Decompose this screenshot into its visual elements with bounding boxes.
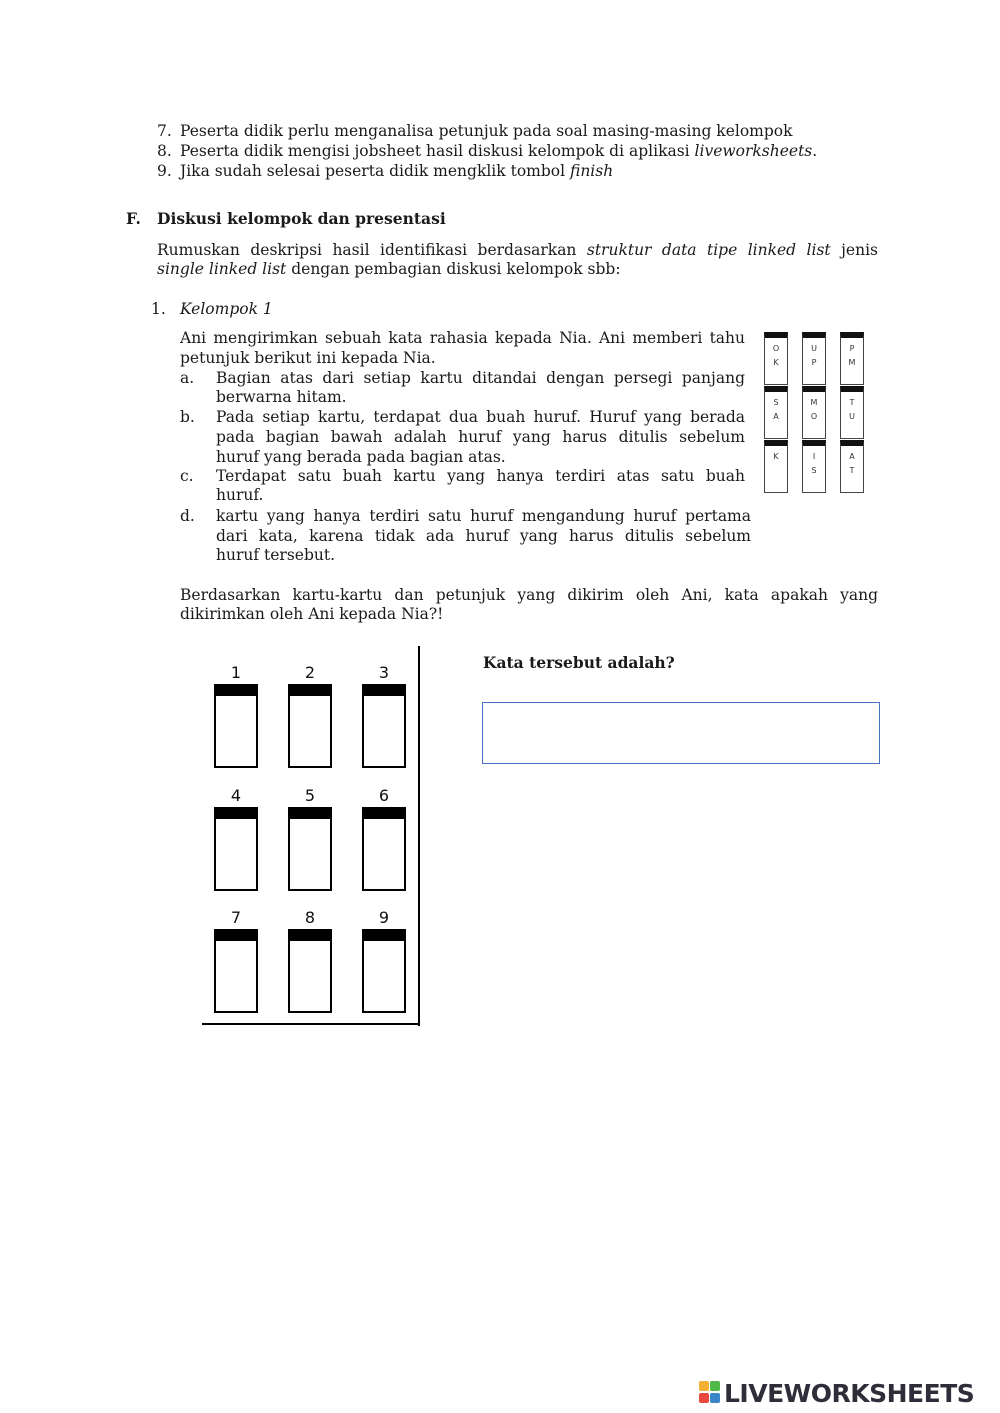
section-intro-text: Rumuskan deskripsi hasil identifikasi berdasarkan xyxy=(157,241,587,259)
card-number: 1 xyxy=(230,663,242,682)
hint-c-line-1: Terdapat satu buah kartu yang hanya terdiri atas satu buah xyxy=(216,467,745,485)
instruction-8-num: 8. xyxy=(157,142,172,160)
hint-a-label: a. xyxy=(180,369,195,387)
hint-card xyxy=(764,440,788,493)
card-number: 7 xyxy=(230,908,242,927)
instruction-8-italic: liveworksheets xyxy=(694,142,813,160)
answer-prompt: Kata tersebut adalah? xyxy=(483,653,675,672)
question-line-1: Berdasarkan kartu-kartu dan petunjuk yang dikirim oleh Ani, kata apakah yang xyxy=(180,586,878,604)
instruction-8-text: Peserta didik mengisi jobsheet hasil diskusi kelompok di aplikasi xyxy=(180,142,695,160)
hint-card xyxy=(840,440,864,493)
answer-card-7[interactable] xyxy=(214,929,258,1013)
hint-card-bottom-letter: A xyxy=(773,412,779,421)
answer-card-4[interactable] xyxy=(214,807,258,891)
card-number: 2 xyxy=(304,663,316,682)
hint-card-top-letter: O xyxy=(772,344,780,353)
hint-card xyxy=(764,386,788,439)
instruction-7 xyxy=(157,121,793,141)
card-number: 3 xyxy=(378,663,390,682)
hint-card-top-letter: A xyxy=(849,452,855,461)
hint-card xyxy=(802,386,826,439)
answer-card-5[interactable] xyxy=(288,807,332,891)
instruction-9-num: 9. xyxy=(157,162,172,180)
instruction-9 xyxy=(157,161,614,181)
hint-card-top-letter: I xyxy=(812,452,816,461)
hint-card-top-letter: U xyxy=(811,344,817,353)
story-line-2: petunjuk berikut ini kepada Nia. xyxy=(180,349,436,367)
hint-card-bottom-letter: T xyxy=(849,466,855,475)
answer-card-9[interactable] xyxy=(362,929,406,1013)
liveworksheets-logo xyxy=(699,1378,974,1408)
card-number: 8 xyxy=(304,908,316,927)
hint-card xyxy=(802,332,826,385)
frame-right-border xyxy=(418,646,420,1026)
card-number: 4 xyxy=(230,786,242,805)
hint-card-top-letter: S xyxy=(773,398,779,407)
section-intro-line1 xyxy=(157,240,878,260)
section-intro-italic-2: single linked list xyxy=(157,260,287,278)
hint-card-bottom-letter: M xyxy=(848,358,856,367)
hint-card-top-letter: T xyxy=(849,398,855,407)
instruction-9-italic: finish xyxy=(569,162,614,180)
group-num: 1. xyxy=(151,300,166,318)
instruction-8 xyxy=(157,141,818,161)
hint-b-line-1: Pada setiap kartu, terdapat dua buah huruf. Huruf yang berada xyxy=(216,408,745,426)
group-name: Kelompok 1 xyxy=(180,300,273,318)
logo-icon xyxy=(699,1381,721,1405)
answer-card-2[interactable] xyxy=(288,684,332,768)
hint-card xyxy=(840,332,864,385)
hint-card-bottom-letter: O xyxy=(810,412,818,421)
instruction-8-end: . xyxy=(812,142,818,160)
hint-c-label: c. xyxy=(180,467,194,485)
answer-input[interactable] xyxy=(482,702,880,764)
hint-card-bottom-letter: U xyxy=(849,412,855,421)
section-title: Diskusi kelompok dan presentasi xyxy=(157,209,446,228)
hint-card xyxy=(840,386,864,439)
instruction-9-text: Jika sudah selesai peserta didik mengklik tombol xyxy=(180,162,570,180)
story-line-1: Ani mengirimkan sebuah kata rahasia kepada Nia. Ani memberi tahu xyxy=(180,329,745,347)
card-number: 5 xyxy=(304,786,316,805)
hint-card-top-letter: P xyxy=(849,344,855,353)
hint-card xyxy=(764,332,788,385)
instruction-7-text: Peserta didik perlu menganalisa petunjuk pada soal masing-masing kelompok xyxy=(180,122,793,140)
section-letter: F. xyxy=(126,209,141,228)
instruction-7-num: 7. xyxy=(157,122,172,140)
section-intro-italic: struktur data tipe linked list xyxy=(586,241,831,259)
card-number: 6 xyxy=(378,786,390,805)
answer-card-6[interactable] xyxy=(362,807,406,891)
hint-card-bottom-letter: S xyxy=(811,466,817,475)
hint-d-label: d. xyxy=(180,507,195,525)
section-intro-text-end: jenis xyxy=(830,241,878,259)
hint-card-bottom-letter: K xyxy=(773,452,779,461)
answer-card-3[interactable] xyxy=(362,684,406,768)
hint-d-line-3: huruf tersebut. xyxy=(216,546,336,564)
hint-b-line-2: pada bagian bawah adalah huruf yang harus ditulis sebelum xyxy=(216,428,745,446)
hint-a-line-1: Bagian atas dari setiap kartu ditandai dengan persegi panjang xyxy=(216,369,745,387)
hint-a-line-2: berwarna hitam. xyxy=(216,388,347,406)
hint-card-bottom-letter: K xyxy=(773,358,779,367)
group-heading xyxy=(151,299,273,319)
section-intro-text-2: dengan pembagian diskusi kelompok sbb: xyxy=(286,260,621,278)
hint-c-line-2: huruf. xyxy=(216,486,264,504)
hint-b-line-3: huruf yang berada pada bagian atas. xyxy=(216,448,506,466)
logo-text: LIVEWORKSHEETS xyxy=(724,1378,975,1408)
answer-card-8[interactable] xyxy=(288,929,332,1013)
section-heading xyxy=(126,209,446,229)
question-line-2: dikirimkan oleh Ani kepada Nia?! xyxy=(180,605,444,623)
hint-card-bottom-letter: P xyxy=(811,358,817,367)
answer-card-1[interactable] xyxy=(214,684,258,768)
hint-card xyxy=(802,440,826,493)
section-intro-line2 xyxy=(157,259,621,279)
hint-card-grid xyxy=(764,332,868,490)
hint-d-line-1: kartu yang hanya terdiri satu huruf mengandung huruf pertama xyxy=(216,507,751,525)
hint-card-top-letter: M xyxy=(810,398,818,407)
hint-b-label: b. xyxy=(180,408,195,426)
frame-bottom-border xyxy=(202,1023,420,1025)
hint-d-line-2: dari kata, karena tidak ada huruf yang harus ditulis sebelum xyxy=(216,527,751,545)
card-number: 9 xyxy=(378,908,390,927)
